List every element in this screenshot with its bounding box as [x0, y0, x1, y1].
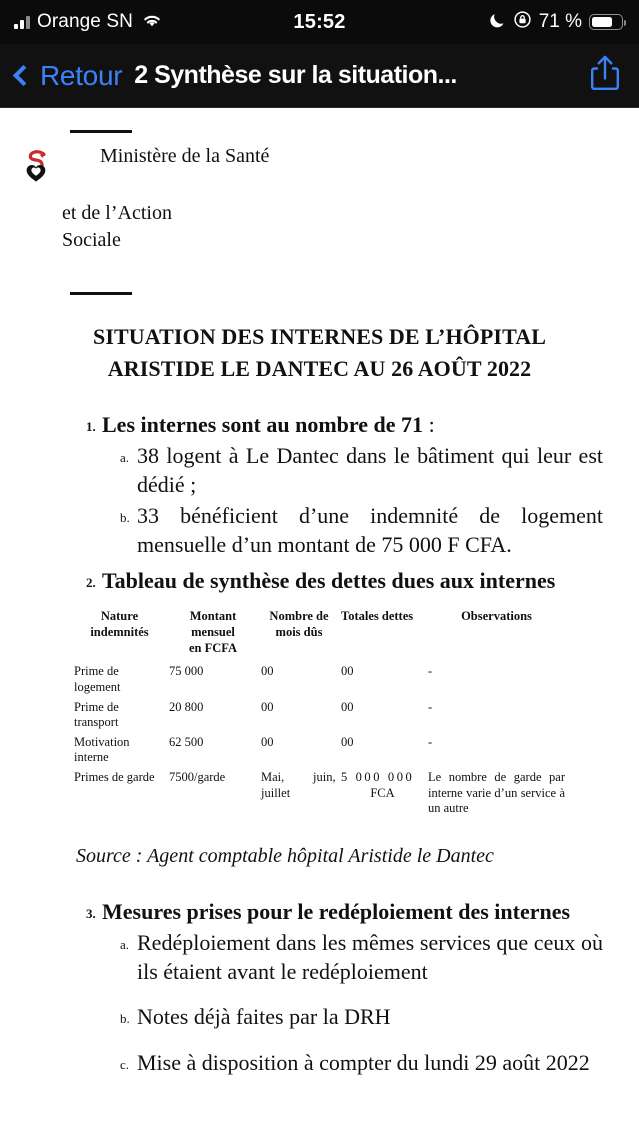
- letterhead: [0, 108, 639, 295]
- list-item-1b-text: 33 bénéficient d’une indemnité de logement mensuelle d’un montant de 75 000 F CFA.: [137, 503, 603, 557]
- cell-montant: 20 800: [169, 699, 204, 714]
- battery-percent-label: 71 %: [538, 11, 582, 32]
- share-icon: [590, 54, 620, 97]
- status-bar-right: [489, 10, 623, 34]
- letterhead-rule-bottom: [70, 292, 132, 295]
- column-header-nature-b: indemnités: [90, 625, 149, 640]
- list-item-2-heading: Tableau de synthèse des dettes dues aux internes: [102, 568, 556, 594]
- column-header-montant: [167, 607, 259, 662]
- debts-summary-table: [72, 607, 567, 819]
- column-header-mois-a: Nombre de: [269, 609, 329, 624]
- cell-mois: [259, 768, 339, 819]
- wifi-icon: [140, 11, 164, 34]
- list-marker: 1.: [86, 418, 96, 434]
- list-item-1-heading: [102, 411, 603, 439]
- cell-total: 00: [341, 664, 354, 679]
- table-row: [72, 768, 567, 819]
- list-item-3a: [120, 929, 603, 986]
- list-item-3-heading: Mesures prises pour le redéploiement des internes: [102, 898, 571, 924]
- cell-montant: 7500/garde: [169, 770, 226, 785]
- list-item-1: [86, 411, 603, 439]
- cell-nature-a: Prime de: [74, 664, 119, 679]
- ministry-of-health-logo: [13, 146, 55, 188]
- column-header-montant-b: mensuel: [191, 625, 235, 640]
- cell-observation: -: [428, 699, 433, 714]
- table-body: [72, 662, 567, 819]
- list-marker: a.: [120, 449, 130, 465]
- chevron-left-icon: [13, 65, 34, 86]
- column-header-montant-c: en FCFA: [188, 640, 238, 655]
- list-item-1b: [120, 502, 603, 559]
- ministry-name-line1: Ministère de la Santé: [100, 145, 270, 167]
- cell-total-amount: 5 000 000: [341, 770, 415, 785]
- list-item-3a-text: Redéploiement dans les mêmes services que ceux où ils étaient avant le redéploiement: [137, 930, 603, 984]
- cell-mois-c: juillet: [261, 785, 291, 800]
- moon-icon: [489, 11, 506, 34]
- status-bar-clock: 15:52: [293, 10, 346, 33]
- cell-nature: Primes de garde: [74, 770, 155, 785]
- spacer: [0, 986, 621, 1000]
- cell-mois: 00: [261, 664, 274, 679]
- cell-total: [339, 768, 426, 819]
- ministry-name-line2: [62, 200, 639, 254]
- share-button[interactable]: [585, 54, 625, 98]
- rotation-lock-icon: [513, 10, 532, 34]
- cell-nature-a: Motivation: [74, 734, 130, 749]
- cell-nature-a: Prime de: [74, 699, 119, 714]
- list-marker: 2.: [86, 575, 96, 591]
- list-item-3b: [120, 1003, 603, 1032]
- cell-nature: [72, 662, 167, 697]
- carrier-name: Orange SN: [37, 11, 133, 32]
- column-header-nature: [72, 607, 167, 662]
- cell-nature-b: interne: [74, 750, 109, 765]
- back-button-label: Retour: [40, 59, 123, 91]
- list-item-3b-text: Notes déjà faites par la DRH: [137, 1004, 391, 1030]
- ministry-name-line3: Sociale: [62, 229, 121, 251]
- table-row: [72, 662, 567, 697]
- cell-mois: 00: [261, 699, 274, 714]
- status-bar: [0, 0, 639, 44]
- signal-bars-icon: [14, 16, 30, 29]
- column-header-nature-a: Nature: [100, 609, 139, 624]
- list-marker: 3.: [86, 905, 96, 921]
- cell-total-currency: FCA: [370, 785, 395, 800]
- list-marker: b.: [120, 1011, 130, 1027]
- cell-mois-line1: [261, 770, 337, 786]
- table-header: [72, 607, 567, 662]
- list-item-3: [86, 898, 603, 926]
- page-title: 2 Synthèse sur la situation...: [134, 61, 457, 89]
- cell-nature: [72, 698, 167, 733]
- table-header-row: [72, 607, 567, 662]
- cell-montant: 62 500: [169, 734, 204, 749]
- document-viewer[interactable]: [0, 108, 639, 1138]
- list-item-3c-text: Mise à disposition à compter du lundi 29 août 2022: [137, 1049, 590, 1075]
- cell-mois-b: juin,: [313, 770, 336, 785]
- cell-total: 00: [341, 699, 354, 714]
- column-header-mois: [259, 607, 339, 662]
- list-item-3c: [120, 1049, 603, 1078]
- column-header-mois-b: mois dûs: [275, 625, 323, 640]
- spacer: [0, 1032, 621, 1046]
- list-item-2: [86, 567, 603, 595]
- cell-mois-a: Mai,: [261, 770, 285, 785]
- cell-total: 00: [341, 734, 354, 749]
- cell-mois: 00: [261, 734, 274, 749]
- column-header-totales-dettes: Totales dettes: [341, 609, 414, 624]
- ministry-name-line2a: et de l’Action: [62, 202, 172, 224]
- list-item-1-heading-text: Les internes sont au nombre de 71: [102, 411, 424, 437]
- status-bar-left: [14, 11, 489, 34]
- list-marker: b.: [120, 510, 130, 526]
- document-heading: [0, 321, 639, 385]
- cell-nature: [72, 733, 167, 768]
- navigation-bar: [0, 44, 639, 108]
- cell-nature-b: transport: [74, 715, 119, 730]
- list-marker: a.: [120, 937, 130, 953]
- cell-nature-b: logement: [74, 679, 121, 694]
- table-row: [72, 698, 567, 733]
- cell-montant: 75 000: [169, 664, 204, 679]
- source-note: Source : Agent comptable hôpital Aristide le Dantec: [76, 844, 494, 867]
- cell-observation: -: [428, 664, 433, 679]
- list-item-1a-text: 38 logent à Le Dantec dans le bâtiment qui leur est dédié ;: [137, 442, 603, 497]
- letterhead-rule-top: [70, 130, 132, 133]
- cell-observation: -: [428, 734, 433, 749]
- document-heading-line2: ARISTIDE LE DANTEC AU 26 AOÛT 2022: [107, 355, 532, 381]
- list-item-1-heading-colon: :: [423, 411, 435, 437]
- list-marker: c.: [120, 1056, 130, 1072]
- column-header-observations: Observations: [461, 609, 532, 624]
- document-body: [0, 411, 639, 1078]
- list-item-1a: [120, 442, 603, 499]
- cell-observation: Le nombre de garde par interne varie d’un service à un autre: [428, 770, 565, 816]
- document-heading-line1: SITUATION DES INTERNES DE L’HÔPITAL: [93, 324, 546, 349]
- table-row: [72, 733, 567, 768]
- battery-icon: [589, 14, 623, 30]
- back-button[interactable]: [10, 60, 122, 92]
- column-header-montant-a: Montant: [189, 609, 237, 624]
